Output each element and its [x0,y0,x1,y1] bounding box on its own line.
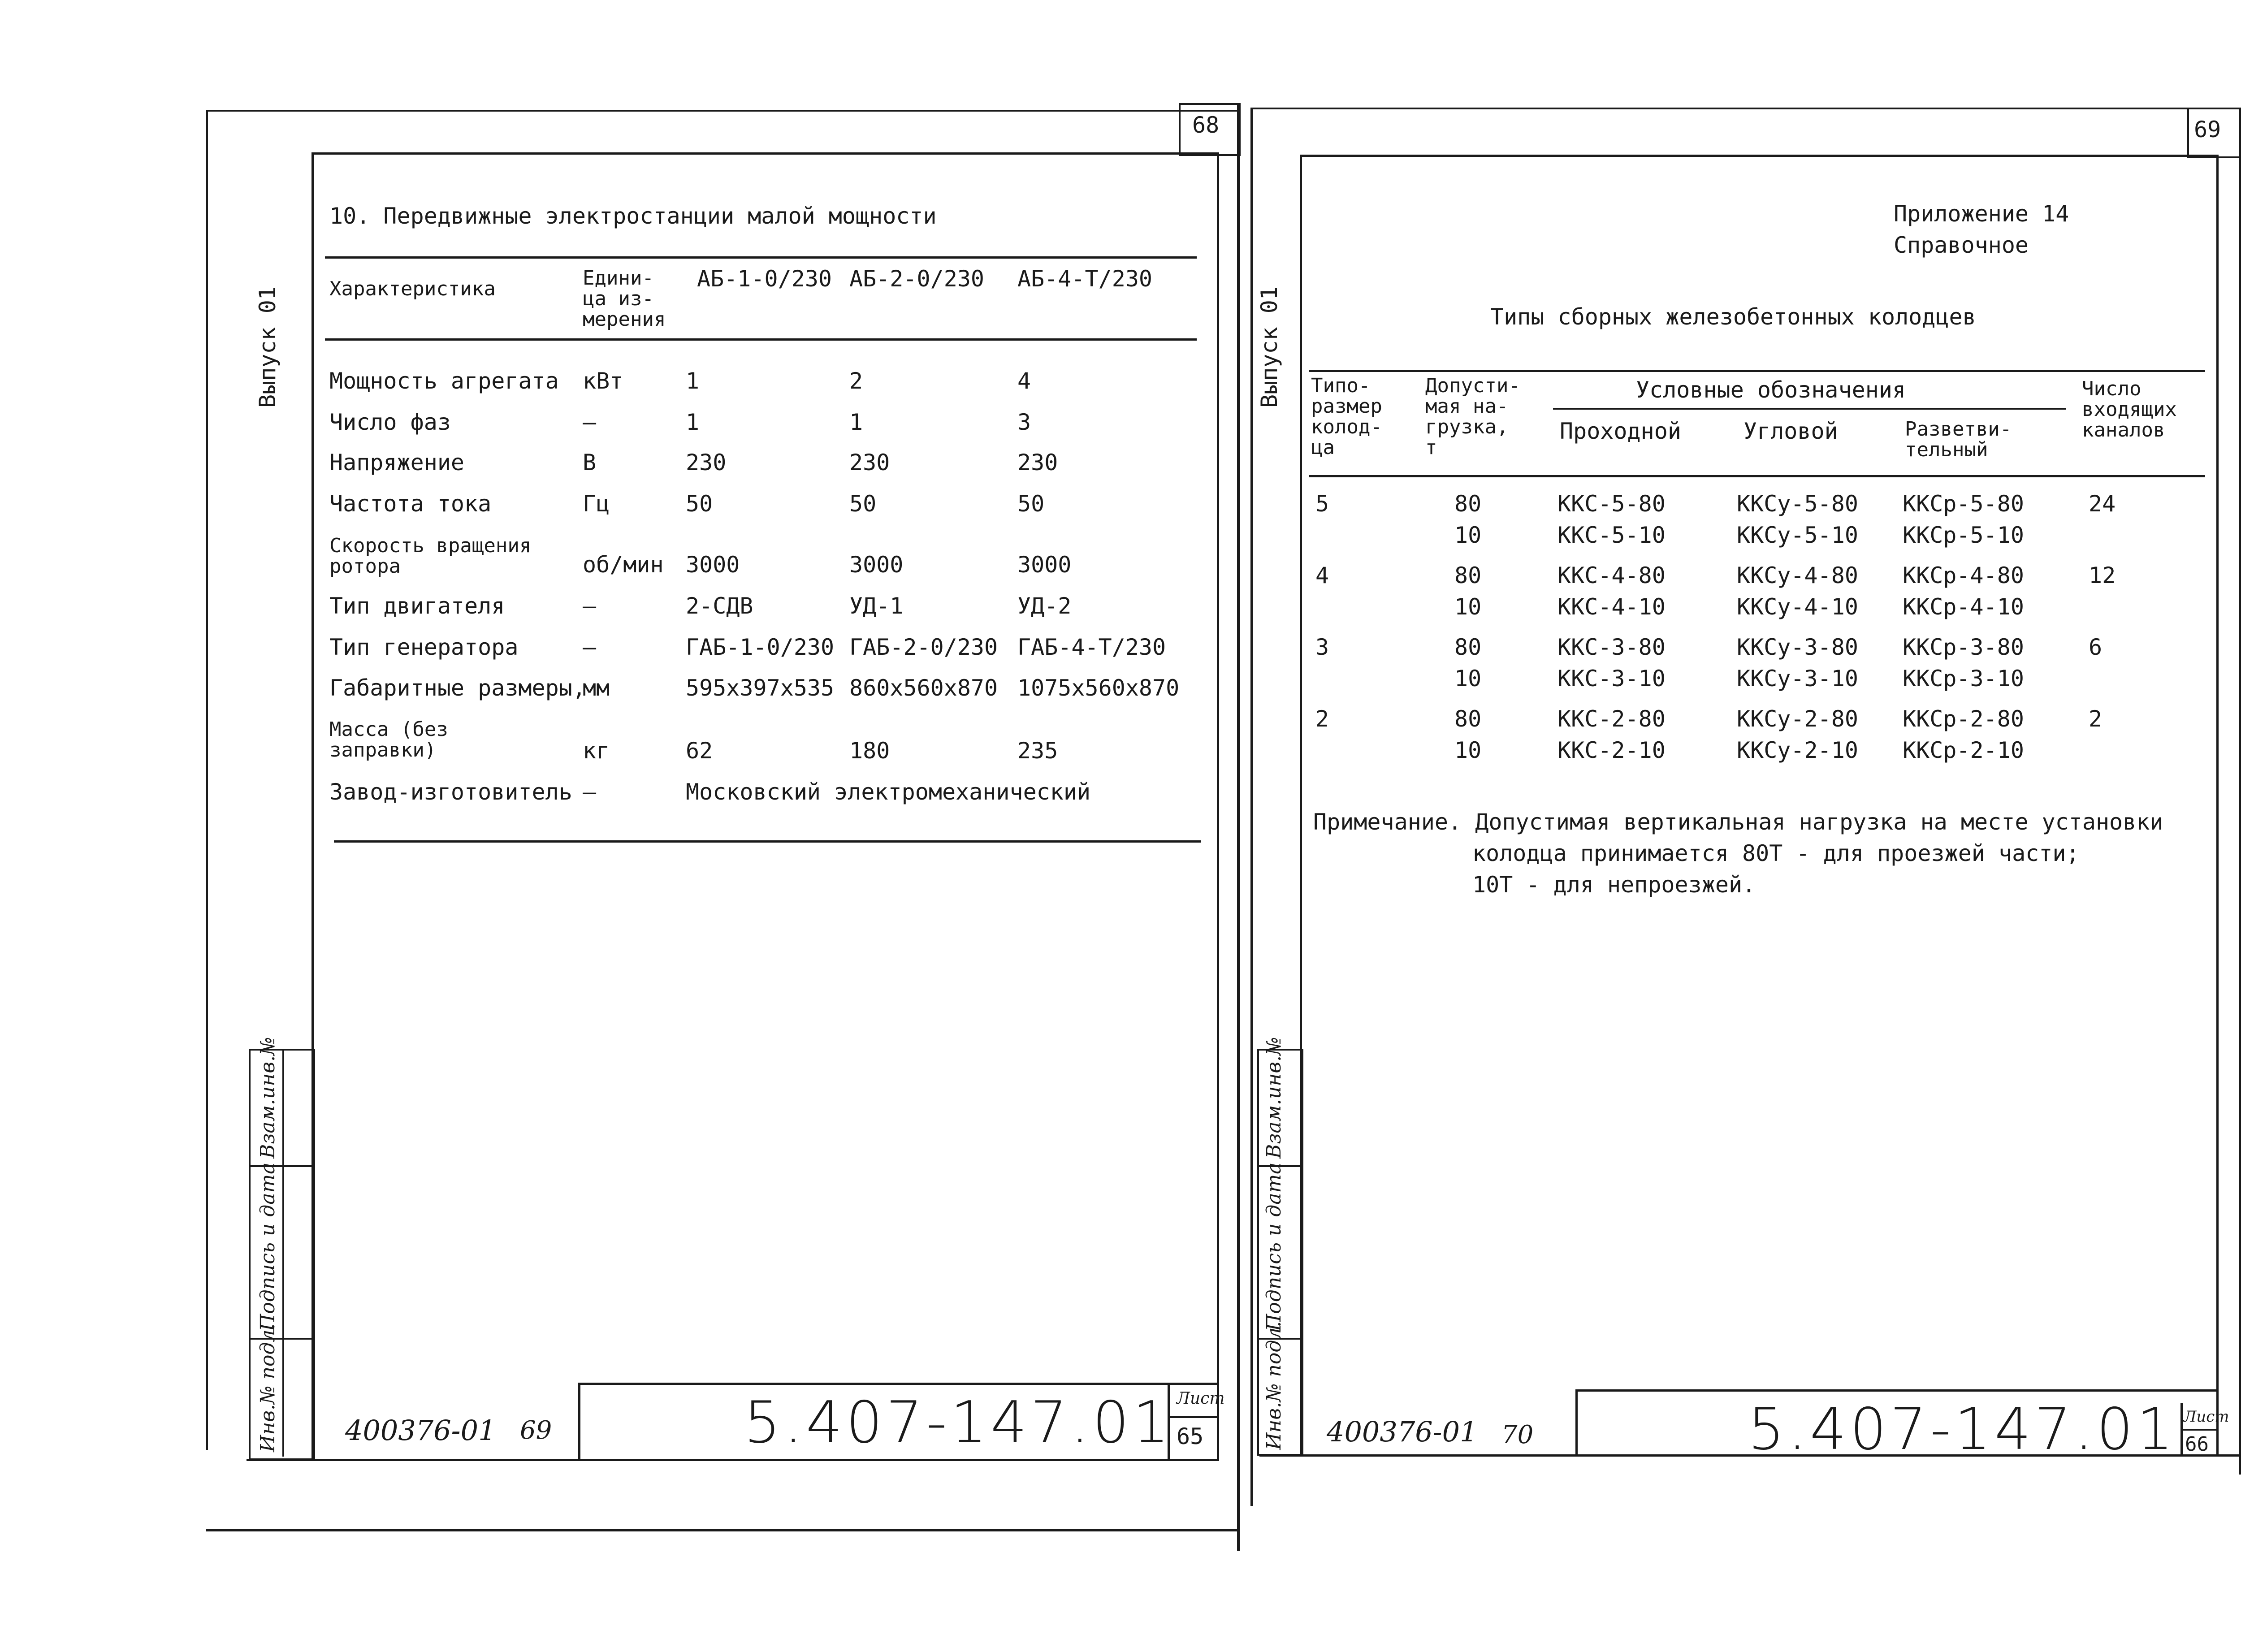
row-c1: 595х397х535 [686,675,835,701]
row-angle: ККСу-3-80 [1737,634,1858,660]
row-branch: ККСр-2-80 [1903,706,2024,732]
right-page-number: 69 [2194,117,2221,143]
row-c3: 230 [1017,450,1058,476]
row-load: 10 [1454,666,1482,692]
right-header-load: Допусти- мая на- грузка, т [1425,374,1520,459]
row-angle: ККСу-2-10 [1737,737,1858,763]
row-c3: ГАБ-4-Т/230 [1017,634,1166,660]
row-branch: ККСр-4-80 [1903,562,2024,588]
left-doc-number: 5.407-147.01 [744,1389,1173,1456]
right-titleblock-top [1575,1389,2216,1392]
right-sheet-label: Лист [2184,1408,2229,1426]
left-stamp-label-2: Подпись и дата [256,1162,279,1331]
row-size: 4 [1315,562,1329,588]
left-stamp-label-1: Взам.инв.№ [256,1037,279,1159]
row-load: 80 [1454,562,1482,588]
row-pass: ККС-4-10 [1557,594,1666,620]
row-unit: мм [583,675,610,701]
left-bottom-edge [206,1529,1237,1531]
right-header-angle: Угловой [1743,418,1838,444]
row-size: 3 [1315,634,1329,660]
left-header-col3: АБ-4-Т/230 [1017,266,1153,292]
left-footer-page: 69 [520,1416,552,1445]
row-load: 10 [1454,522,1482,548]
left-page-number: 68 [1192,112,1220,138]
row-load: 80 [1454,491,1482,517]
row-char: Мощность агрегата [329,368,559,394]
right-page [1250,0,2241,1652]
row-char: Тип генератора [329,634,519,660]
row-c2: 3000 [849,552,904,578]
row-c2: 860х560х870 [849,675,998,701]
row-unit: кг [583,738,610,764]
row-unit: – [583,593,597,619]
row-channels: 12 [2089,562,2116,588]
row-c3: 3 [1017,409,1031,435]
right-header-pass: Проходной [1560,418,1681,444]
row-channels: 2 [2089,706,2103,732]
row-unit: Гц [583,491,610,517]
left-sheet-label: Лист [1177,1389,1225,1408]
row-pass: ККС-3-80 [1557,634,1666,660]
right-header-size: Типо- размер колод- ца [1311,374,1382,459]
row-c3: 4 [1017,368,1031,394]
right-header-branch: Разветви- тельный [1905,418,2012,461]
left-header-unit: Едини- ца из- мерения [583,267,666,331]
left-header-col2: АБ-2-0/230 [849,266,985,292]
left-titleblock-top [578,1383,1217,1385]
row-char: Скорость вращения ротора [329,534,532,578]
right-outer-left [1250,108,1253,1506]
row-unit: – [583,409,597,435]
right-appendix: Приложение 14 [1894,201,2069,227]
row-unit: В [583,450,597,476]
right-stamp-label-3: Инв.№ подл. [1263,1321,1285,1450]
row-pass: ККС-2-80 [1557,706,1666,732]
row-c2: УД-1 [849,593,904,619]
row-channels: 24 [2089,491,2116,517]
row-size: 5 [1315,491,1329,517]
row-load: 10 [1454,594,1482,620]
left-sheet-number: 65 [1177,1423,1204,1449]
row-c1: 1 [686,368,700,394]
row-unit: кВт [583,368,623,394]
row-branch: ККСр-3-80 [1903,634,2024,660]
right-header-group: Условные обозначения [1636,377,1906,403]
row-angle: ККСу-4-80 [1737,562,1858,588]
left-table-header-rule [325,338,1197,341]
row-branch: ККСр-3-10 [1903,666,2024,692]
right-inner-top [1300,155,2219,157]
row-c3: 235 [1017,738,1058,764]
left-inner-bottom [247,1459,1219,1461]
left-title: 10. Передвижные электростанции малой мощности [329,203,937,229]
row-c2: 230 [849,450,890,476]
row-c1: 3000 [686,552,740,578]
right-note-line2: колодца принимается 80Т - для проезжей части; [1472,840,2080,866]
row-c1: 50 [686,491,713,517]
left-outer-right [1237,103,1240,1551]
left-stamp-label-3: Инв.№ подл. [256,1323,279,1452]
row-pass: ККС-3-10 [1557,666,1666,692]
row-angle: ККСу-5-10 [1737,522,1858,548]
row-c2: ГАБ-2-0/230 [849,634,998,660]
right-inner-right [2216,155,2219,1454]
row-angle: ККСу-5-80 [1737,491,1858,517]
row-unit: об/мин [583,552,664,578]
row-load: 80 [1454,706,1482,732]
row-char: Тип двигателя [329,593,505,619]
right-doc-number: 5.407-147.01 [1748,1396,2177,1463]
row-c3: 1075х560х870 [1017,675,1180,701]
right-table-header-rule [1309,475,2205,477]
row-char: Масса (без заправки) [329,718,448,761]
row-char: Частота тока [329,491,492,517]
right-issue-label: Выпуск 01 [1256,286,1282,408]
right-table-group-rule [1553,408,2066,410]
row-char: Завод-изготовитель [329,779,572,805]
left-table-bottom-rule [334,840,1201,843]
row-unit: – [583,779,597,805]
left-header-col1: АБ-1-0/230 [697,266,832,292]
row-angle: ККСу-4-10 [1737,594,1858,620]
row-branch: ККСр-2-10 [1903,737,2024,763]
right-note-line1: Примечание. Допустимая вертикальная нагрузка на месте установки [1313,809,2163,835]
row-char: Число фаз [329,409,451,435]
row-size: 2 [1315,706,1329,732]
row-c3: 50 [1017,491,1045,517]
row-char: Габаритные размеры, [329,675,586,701]
row-c1: Московский электромеханический [686,779,1091,805]
left-footer-code: 400376-01 [345,1414,496,1447]
left-side-stamp-col [282,1049,284,1457]
left-table-top-rule [325,256,1197,259]
right-note-line3: 10Т - для непроезжей. [1472,872,1756,898]
left-titleblock-left [578,1383,580,1459]
right-titleblock-sheet-rule [2180,1429,2216,1431]
row-c1: 62 [686,738,713,764]
left-inner-right [1217,152,1219,1461]
row-c3: УД-2 [1017,593,1072,619]
left-inner-top [311,152,1219,155]
row-c1: 1 [686,409,700,435]
row-pass: ККС-4-80 [1557,562,1666,588]
row-c2: 1 [849,409,863,435]
right-appendix-sub: Справочное [1894,232,2029,258]
row-branch: ККСр-5-10 [1903,522,2024,548]
left-titleblock-sheet-rule [1168,1416,1217,1418]
row-c1: 230 [686,450,727,476]
row-channels: 6 [2089,634,2103,660]
row-c3: 3000 [1017,552,1072,578]
row-load: 80 [1454,634,1482,660]
right-outer-top [1250,108,2241,109]
row-branch: ККСр-4-10 [1903,594,2024,620]
right-sheet-number: 66 [2185,1433,2209,1456]
right-footer-page: 70 [1501,1420,1534,1449]
right-title: Типы сборных железобетонных колодцев [1490,304,1976,330]
right-table-top-rule [1309,370,2205,372]
row-c2: 2 [849,368,863,394]
row-c2: 50 [849,491,877,517]
right-outer-right [2239,108,2241,1475]
right-stamp-label-2: Подпись и дата [1263,1162,1285,1331]
row-c1: ГАБ-1-0/230 [686,634,835,660]
row-pass: ККС-2-10 [1557,737,1666,763]
right-stamp-label-1: Взам.инв.№ [1263,1037,1285,1159]
row-load: 10 [1454,737,1482,763]
row-branch: ККСр-5-80 [1903,491,2024,517]
row-unit: – [583,634,597,660]
row-c2: 180 [849,738,890,764]
row-pass: ККС-5-10 [1557,522,1666,548]
left-header-characteristic: Характеристика [329,277,496,300]
right-footer-code: 400376-01 [1327,1415,1478,1448]
row-c1: 2-СДВ [686,593,753,619]
row-angle: ККСу-2-80 [1737,706,1858,732]
right-titleblock-left [1575,1389,1578,1454]
row-pass: ККС-5-80 [1557,491,1666,517]
row-angle: ККСу-3-10 [1737,666,1858,692]
left-outer-top [206,110,1237,112]
left-issue-label: Выпуск 01 [255,286,281,408]
row-char: Напряжение [329,450,465,476]
left-outer-left [206,110,208,1450]
right-header-channels: Число входящих каналов [2082,377,2177,441]
